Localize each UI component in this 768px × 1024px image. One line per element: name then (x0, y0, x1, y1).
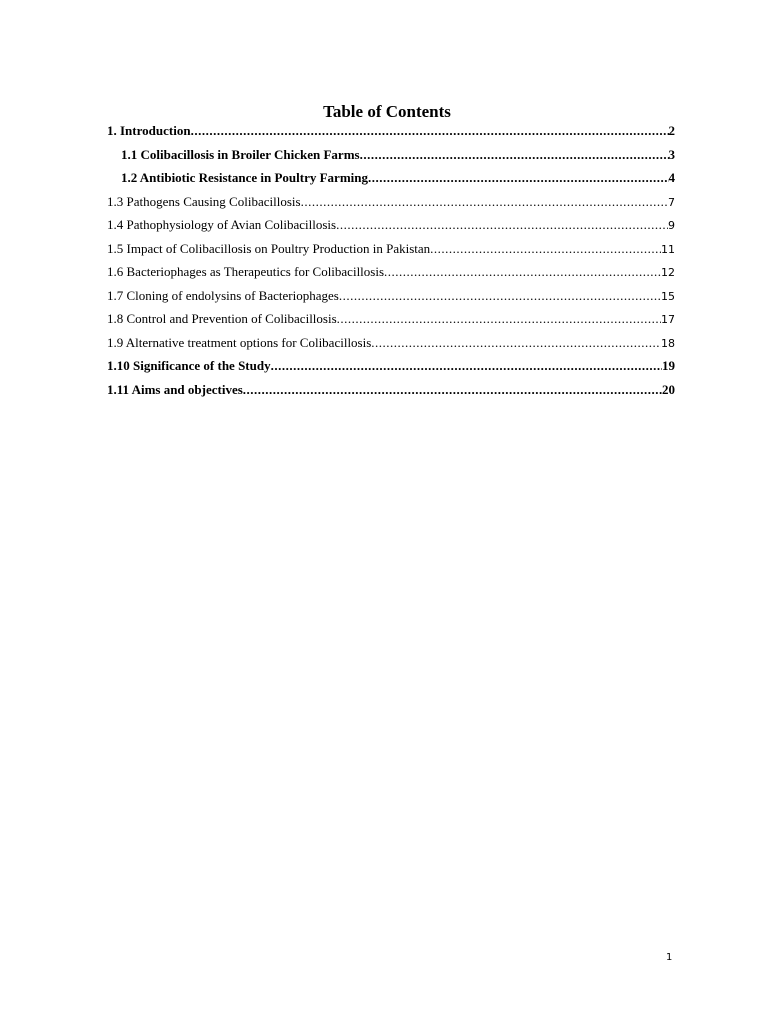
toc-dot-leader (384, 263, 661, 281)
toc-entry-page: 9 (668, 219, 675, 232)
toc-dot-leader (243, 381, 662, 399)
toc-entry-page: 15 (661, 289, 675, 303)
toc-dot-leader (430, 240, 661, 258)
toc-entry-label: 1.7 Cloning of endolysins of Bacteriophages (107, 287, 339, 303)
toc-entry-introduction[interactable] (107, 122, 675, 146)
toc-entry-page: 7 (668, 195, 675, 209)
toc-list (107, 122, 675, 404)
toc-entry-page: 18 (661, 336, 675, 350)
toc-entry-label: 1.11 Aims and objectives (107, 381, 243, 397)
toc-entry-label: 1.2 Antibiotic Resistance in Poultry Farming (121, 170, 368, 185)
toc-entry-label: 1.10 Significance of the Study (107, 358, 271, 373)
toc-entry-page: 17 (661, 313, 675, 326)
toc-entry-bacteriophages-therapeutics[interactable] (107, 263, 675, 287)
toc-dot-leader (336, 216, 668, 234)
toc-entry-pathogens[interactable] (107, 193, 675, 217)
toc-dot-leader (301, 193, 668, 211)
toc-entry-page: 2 (668, 123, 675, 138)
toc-dot-leader (337, 310, 661, 328)
toc-dot-leader (368, 169, 669, 187)
toc-entry-significance[interactable] (107, 357, 675, 381)
toc-entry-label: 1.4 Pathophysiology of Avian Colibacillosis (107, 217, 337, 232)
toc-entry-label: 1.6 Bacteriophages as Therapeutics for Colibacillosis (107, 264, 385, 279)
toc-entry-page: 12 (661, 266, 675, 279)
toc-entry-impact-pakistan[interactable] (107, 240, 675, 264)
toc-entry-page: 11 (661, 242, 675, 256)
toc-entry-page: 19 (662, 358, 675, 373)
toc-entry-page: 4 (668, 170, 675, 185)
toc-dot-leader (360, 146, 669, 164)
toc-entry-label: 1.9 Alternative treatment options for Colibacillosis (107, 334, 372, 350)
toc-entry-aims-objectives[interactable] (107, 381, 675, 405)
toc-dot-leader (371, 334, 661, 352)
toc-entry-label: 1. Introduction (107, 123, 191, 138)
toc-entry-page: 3 (668, 146, 675, 162)
toc-entry-control-prevention[interactable] (107, 310, 675, 334)
toc-title: Table of Contents (323, 102, 451, 121)
toc-entry-colibacillosis-broiler[interactable] (107, 146, 675, 170)
toc-entry-antibiotic-resistance[interactable] (107, 169, 675, 193)
toc-entry-label: 1.3 Pathogens Causing Colibacillosis (107, 193, 301, 209)
toc-dot-leader (191, 122, 669, 140)
toc-entry-label: 1.8 Control and Prevention of Colibacillosis (107, 311, 337, 326)
toc-entry-alternative-treatment[interactable] (107, 334, 675, 358)
toc-entry-page: 20 (662, 381, 675, 397)
toc-dot-leader (271, 357, 662, 375)
toc-entry-label: 1.1 Colibacillosis in Broiler Chicken Farms (121, 146, 360, 162)
toc-dot-leader (339, 287, 661, 305)
page-number: 1 (666, 952, 673, 963)
toc-entry-cloning-endolysins[interactable] (107, 287, 675, 311)
toc-entry-pathophysiology[interactable] (107, 216, 675, 240)
toc-entry-label: 1.5 Impact of Colibacillosis on Poultry Production in Pakistan (107, 240, 431, 256)
